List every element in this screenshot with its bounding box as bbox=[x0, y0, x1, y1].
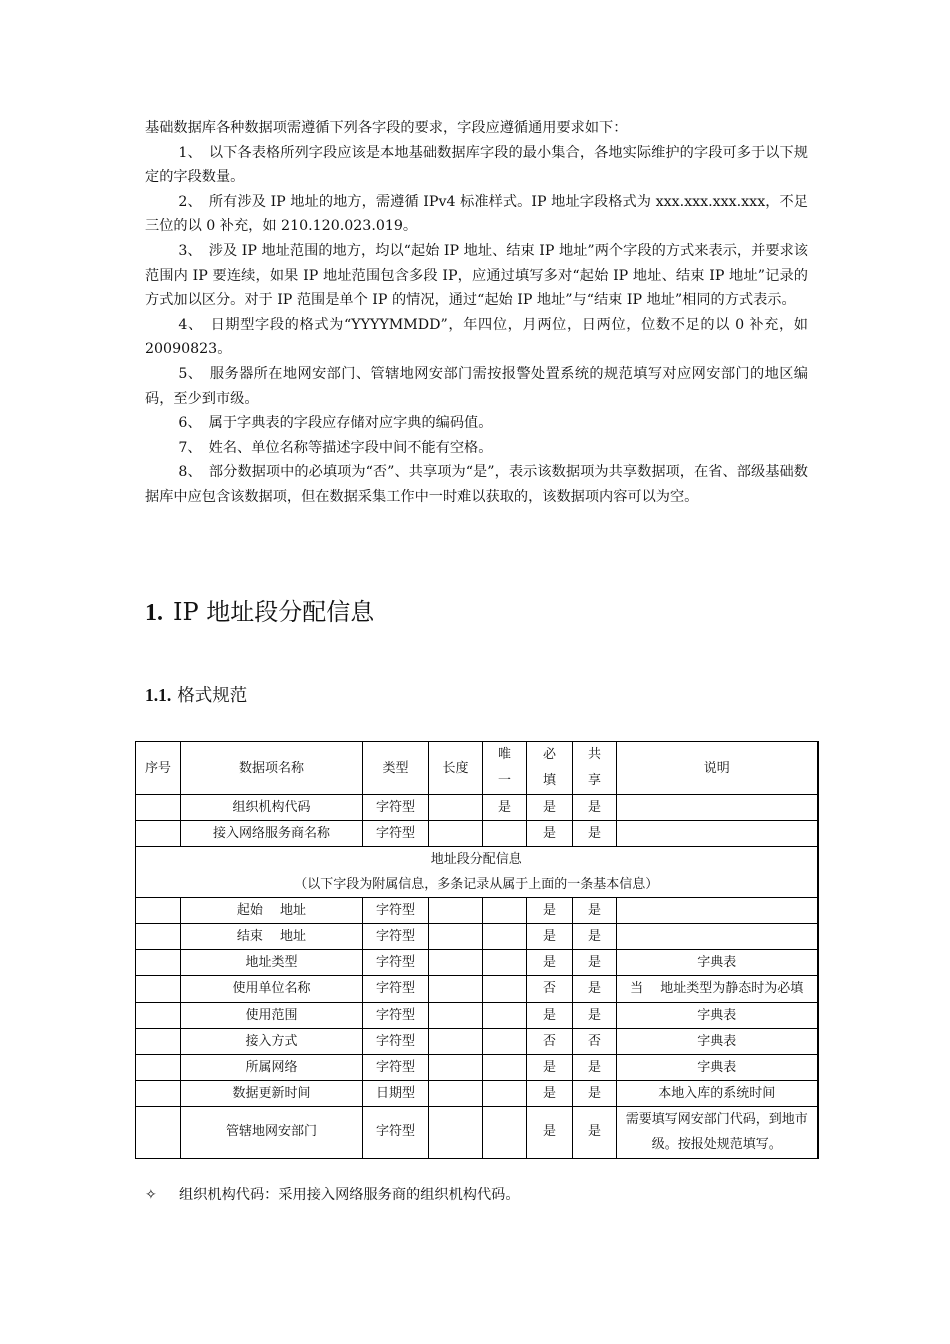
cell-type: 日期型 bbox=[363, 1080, 429, 1106]
cell-type: 字符型 bbox=[363, 1002, 429, 1028]
header-desc: 说明 bbox=[617, 742, 818, 795]
cell-shared: 是 bbox=[573, 1054, 617, 1080]
header-seq: 序号 bbox=[136, 742, 181, 795]
subsection-heading bbox=[145, 681, 247, 710]
cell-required: 是 bbox=[527, 1106, 573, 1158]
cell-desc: 字典表 bbox=[617, 1054, 818, 1080]
cell-seq bbox=[136, 821, 181, 847]
cell-seq bbox=[136, 1106, 181, 1158]
cell-type: 字符型 bbox=[363, 924, 429, 950]
table-row bbox=[136, 1080, 818, 1106]
cell-unique bbox=[483, 1106, 527, 1158]
note-line bbox=[145, 1183, 520, 1207]
cell-required: 是 bbox=[527, 1002, 573, 1028]
format-spec-table bbox=[135, 741, 819, 1159]
cell-shared: 是 bbox=[573, 1002, 617, 1028]
table-row bbox=[136, 976, 818, 1003]
group-title: 地址段分配信息 bbox=[430, 852, 522, 867]
table-row bbox=[136, 821, 818, 847]
cell-length bbox=[429, 821, 483, 847]
cell-seq bbox=[136, 1002, 181, 1028]
note-text: 组织机构代码：采用接入网络服务商的组织机构代码。 bbox=[179, 1187, 520, 1203]
cell-seq bbox=[136, 924, 181, 950]
cell-name: 数据更新时间 bbox=[181, 1080, 363, 1106]
subsection-title: 格式规范 bbox=[177, 686, 248, 706]
table-row bbox=[136, 795, 818, 821]
header-type: 类型 bbox=[363, 742, 429, 795]
cell-length bbox=[429, 898, 483, 924]
cell-desc bbox=[617, 795, 818, 821]
table-header-row bbox=[136, 742, 818, 795]
cell-seq bbox=[136, 976, 181, 1003]
cell-unique bbox=[483, 821, 527, 847]
cell-required: 否 bbox=[527, 976, 573, 1003]
header-length: 长度 bbox=[429, 742, 483, 795]
cell-type: 字符型 bbox=[363, 795, 429, 821]
cell-shared: 是 bbox=[573, 950, 617, 976]
cell-unique bbox=[483, 1028, 527, 1054]
cell-type: 字符型 bbox=[363, 950, 429, 976]
cell-desc: 字典表 bbox=[617, 950, 818, 976]
cell-name: 所属网络 bbox=[181, 1054, 363, 1080]
cell-desc: 当 地址类型为静态时为必填 bbox=[617, 976, 818, 1003]
rule-5: 5、 服务器所在地网安部门、管辖地网安部门需按报警处置系统的规范填写对应网安部门的地区编码，至少到市级。 bbox=[145, 365, 808, 407]
header-name: 数据项名称 bbox=[181, 742, 363, 795]
cell-required: 是 bbox=[527, 1054, 573, 1080]
rule-4: 4、 日期型字段的格式为“YYYYMMDD”，年四位，月两位，日两位，位数不足的以 0 补充，如 20090823。 bbox=[145, 316, 808, 358]
cell-shared: 是 bbox=[573, 795, 617, 821]
cell-seq bbox=[136, 1028, 181, 1054]
cell-unique bbox=[483, 976, 527, 1003]
header-required: 必 填 bbox=[527, 742, 573, 795]
section-title: IP 地址段分配信息 bbox=[173, 598, 375, 626]
cell-type: 字符型 bbox=[363, 821, 429, 847]
cell-desc: 本地入库的系统时间 bbox=[617, 1080, 818, 1106]
cell-seq bbox=[136, 1054, 181, 1080]
cell-desc: 需要填写网安部门代码，到地市级。按报处规范填写。 bbox=[617, 1106, 818, 1158]
cell-length bbox=[429, 976, 483, 1003]
intro-lead: 基础数据库各种数据项需遵循下列各字段的要求，字段应遵循通用要求如下： bbox=[145, 120, 628, 136]
cell-shared: 否 bbox=[573, 1028, 617, 1054]
cell-seq bbox=[136, 1080, 181, 1106]
cell-required: 是 bbox=[527, 924, 573, 950]
cell-required: 是 bbox=[527, 795, 573, 821]
table-row bbox=[136, 950, 818, 976]
header-unique: 唯 一 bbox=[483, 742, 527, 795]
rule-8: 8、 部分数据项中的必填项为“否”、共享项为“是”，表示该数据项为共享数据项，在省、部级基础数据库中应包含该数据项，但在数据采集工作中一时难以获取的，该数据项内容可以为空。 bbox=[145, 464, 808, 505]
cell-required: 是 bbox=[527, 898, 573, 924]
cell-required: 是 bbox=[527, 1080, 573, 1106]
cell-length bbox=[429, 924, 483, 950]
cell-length bbox=[429, 1106, 483, 1158]
cell-type: 字符型 bbox=[363, 1028, 429, 1054]
cell-shared: 是 bbox=[573, 976, 617, 1003]
cell-shared: 是 bbox=[573, 1106, 617, 1158]
cell-seq bbox=[136, 950, 181, 976]
cell-type: 字符型 bbox=[363, 976, 429, 1003]
cell-name: 接入方式 bbox=[181, 1028, 363, 1054]
cell-unique: 是 bbox=[483, 795, 527, 821]
cell-unique bbox=[483, 924, 527, 950]
cell-required: 是 bbox=[527, 821, 573, 847]
cell-seq bbox=[136, 898, 181, 924]
cell-length bbox=[429, 1080, 483, 1106]
group-subtitle: （以下字段为附属信息，多条记录从属于上面的一条基本信息） bbox=[294, 877, 659, 892]
table-row bbox=[136, 924, 818, 950]
subsection-number: 1.1. bbox=[145, 685, 172, 705]
section-heading bbox=[145, 594, 374, 631]
cell-desc bbox=[617, 821, 818, 847]
cell-name: 接入网络服务商名称 bbox=[181, 821, 363, 847]
cell-name: 地址类型 bbox=[181, 950, 363, 976]
cell-shared: 是 bbox=[573, 821, 617, 847]
group-header-cell bbox=[136, 847, 818, 898]
cell-name: 管辖地网安部门 bbox=[181, 1106, 363, 1158]
table-row bbox=[136, 898, 818, 924]
cell-name: 组织机构代码 bbox=[181, 795, 363, 821]
table-row bbox=[136, 1054, 818, 1080]
rule-6: 6、 属于字典表的字段应存储对应字典的编码值。 bbox=[178, 415, 493, 432]
cell-type: 字符型 bbox=[363, 898, 429, 924]
cell-shared: 是 bbox=[573, 898, 617, 924]
rule-7: 7、 姓名、单位名称等描述字段中间不能有空格。 bbox=[178, 439, 493, 456]
section-number: 1. bbox=[145, 600, 163, 626]
cell-name: 结束 地址 bbox=[181, 924, 363, 950]
rule-1: 1、 以下各表格所列字段应该是本地基础数据库字段的最小集合，各地实际维护的字段可多于以下规定的字段数量。 bbox=[145, 144, 808, 186]
cell-unique bbox=[483, 1002, 527, 1028]
cell-shared: 是 bbox=[573, 924, 617, 950]
cell-unique bbox=[483, 898, 527, 924]
cell-unique bbox=[483, 950, 527, 976]
cell-seq bbox=[136, 795, 181, 821]
cell-name: 使用范围 bbox=[181, 1002, 363, 1028]
intro-text bbox=[145, 116, 808, 510]
cell-length bbox=[429, 1054, 483, 1080]
cell-length bbox=[429, 950, 483, 976]
group-header-row bbox=[136, 847, 818, 898]
header-shared: 共 享 bbox=[573, 742, 617, 795]
cell-name: 起始 地址 bbox=[181, 898, 363, 924]
table-row bbox=[136, 1028, 818, 1054]
cell-length bbox=[429, 795, 483, 821]
rule-2: 2、 所有涉及 IP 地址的地方，需遵循 IPv4 标准样式。IP 地址字段格式为 xxx.xxx.xxx.xxx，不足三位的以 0 补充，如 210.120.023.019。 bbox=[145, 193, 808, 235]
cell-shared: 是 bbox=[573, 1080, 617, 1106]
cell-unique bbox=[483, 1054, 527, 1080]
rule-3: 3、 涉及 IP 地址范围的地方，均以“起始 IP 地址、结束 IP 地址”两个字段的方式来表示，并要求该范围内 IP 要连续，如果 IP 地址范围包含多段 IP，应通过填写多对“起始 IP 地址、结束 IP 地址”记录的方式加以区分。对于 IP 范围是单个 IP 的情况，通过“起始 IP 地址”与“结束 IP 地址”相同的方式表示。 bbox=[145, 242, 808, 309]
cell-required: 是 bbox=[527, 950, 573, 976]
diamond-bullet-icon: ✧ bbox=[145, 1187, 157, 1203]
cell-type: 字符型 bbox=[363, 1106, 429, 1158]
cell-desc: 字典表 bbox=[617, 1028, 818, 1054]
cell-desc: 字典表 bbox=[617, 1002, 818, 1028]
table-row bbox=[136, 1002, 818, 1028]
cell-desc bbox=[617, 924, 818, 950]
cell-required: 否 bbox=[527, 1028, 573, 1054]
cell-unique bbox=[483, 1080, 527, 1106]
cell-length bbox=[429, 1002, 483, 1028]
cell-length bbox=[429, 1028, 483, 1054]
cell-desc bbox=[617, 898, 818, 924]
table-row bbox=[136, 1106, 818, 1158]
cell-type: 字符型 bbox=[363, 1054, 429, 1080]
cell-name: 使用单位名称 bbox=[181, 976, 363, 1003]
